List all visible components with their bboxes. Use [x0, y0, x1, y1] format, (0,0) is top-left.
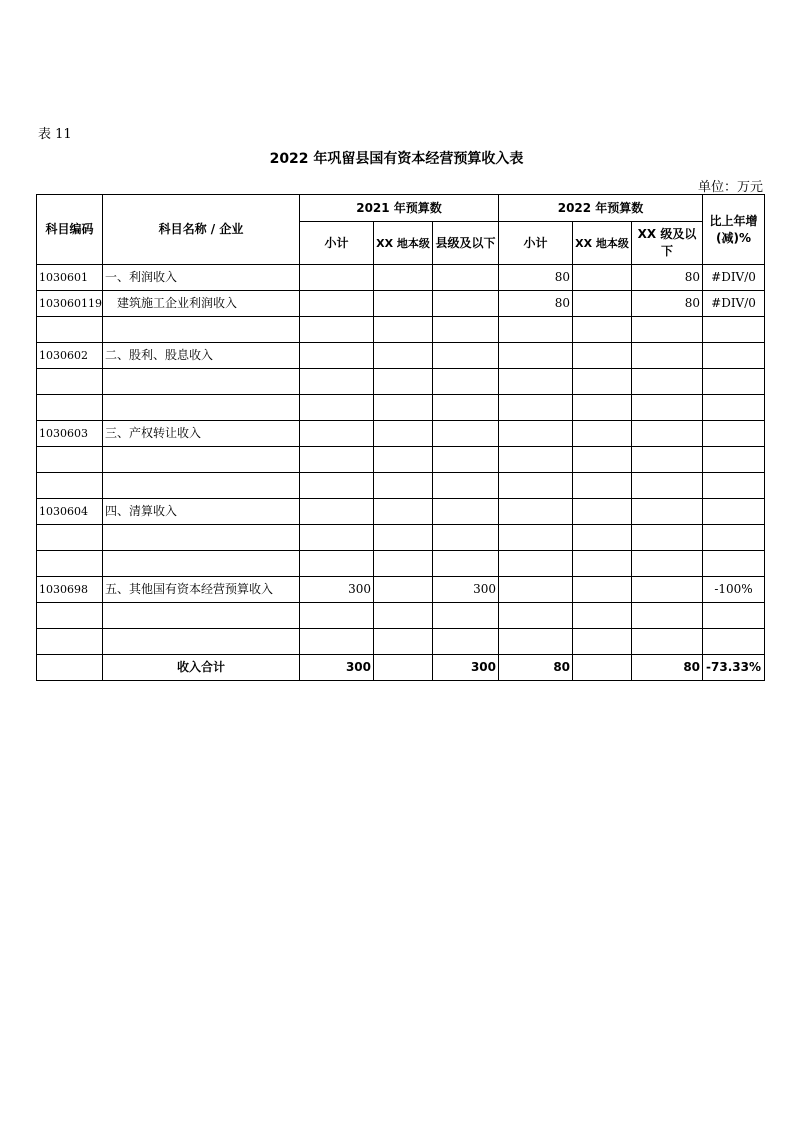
- row-subtotal-2022: [499, 577, 573, 603]
- row-county-2021: [433, 265, 499, 291]
- row-name: [103, 395, 300, 421]
- row-county-2021: [433, 291, 499, 317]
- total-local-2021: [374, 655, 433, 681]
- row-local-2022: [573, 447, 632, 473]
- row-subtotal-2021: [300, 499, 374, 525]
- header-code: 科目编码: [37, 195, 103, 265]
- row-name: [103, 317, 300, 343]
- row-local-2022: [573, 317, 632, 343]
- row-change: [703, 525, 765, 551]
- total-row: [37, 655, 765, 681]
- header-local-2021: XX 地本级: [374, 222, 433, 265]
- row-change: [703, 629, 765, 655]
- row-name: [103, 629, 300, 655]
- row-code: [37, 603, 103, 629]
- table-row: [37, 421, 765, 447]
- row-name: [103, 603, 300, 629]
- row-county-2021: [433, 395, 499, 421]
- row-change: #DIV/0: [703, 265, 765, 291]
- table-row: [37, 629, 765, 655]
- row-name: 五、其他国有资本经营预算收入: [103, 577, 300, 603]
- row-subtotal-2022: [499, 395, 573, 421]
- row-code: [37, 447, 103, 473]
- row-county-2021: [433, 447, 499, 473]
- row-subtotal-2022: [499, 603, 573, 629]
- row-local-2021: [374, 265, 433, 291]
- row-county-2021: [433, 473, 499, 499]
- table-row: [37, 551, 765, 577]
- row-county-2022: [632, 525, 703, 551]
- row-subtotal-2021: 300: [300, 577, 374, 603]
- row-code: [37, 473, 103, 499]
- row-county-2022: [632, 603, 703, 629]
- row-local-2022: [573, 603, 632, 629]
- row-local-2022: [573, 395, 632, 421]
- table-row: [37, 395, 765, 421]
- row-code: [37, 629, 103, 655]
- header-budget-2021: 2021 年预算数: [300, 195, 499, 222]
- row-county-2021: 300: [433, 577, 499, 603]
- row-county-2021: [433, 317, 499, 343]
- total-county-2021: 300: [433, 655, 499, 681]
- row-local-2021: [374, 499, 433, 525]
- header-subtotal-2022: 小计: [499, 222, 573, 265]
- row-subtotal-2022: [499, 473, 573, 499]
- table-row: [37, 447, 765, 473]
- row-change: [703, 395, 765, 421]
- row-subtotal-2021: [300, 447, 374, 473]
- header-county-2022: XX 级及以下: [632, 222, 703, 265]
- row-code: 103060119: [37, 291, 103, 317]
- row-subtotal-2021: [300, 629, 374, 655]
- table-row: [37, 291, 765, 317]
- header-local-2022: XX 地本级: [573, 222, 632, 265]
- row-subtotal-2021: [300, 265, 374, 291]
- row-subtotal-2021: [300, 603, 374, 629]
- row-subtotal-2021: [300, 369, 374, 395]
- row-county-2021: [433, 551, 499, 577]
- row-county-2022: [632, 369, 703, 395]
- row-county-2021: [433, 629, 499, 655]
- row-subtotal-2022: [499, 551, 573, 577]
- total-subtotal-2022: 80: [499, 655, 573, 681]
- total-local-2022: [573, 655, 632, 681]
- row-county-2021: [433, 525, 499, 551]
- row-subtotal-2021: [300, 551, 374, 577]
- row-subtotal-2022: [499, 343, 573, 369]
- budget-table: [36, 194, 765, 681]
- row-subtotal-2022: [499, 629, 573, 655]
- row-local-2021: [374, 473, 433, 499]
- row-subtotal-2021: [300, 395, 374, 421]
- row-name: 四、清算收入: [103, 499, 300, 525]
- row-change: [703, 447, 765, 473]
- row-local-2021: [374, 369, 433, 395]
- row-name: 建筑施工企业利润收入: [103, 291, 300, 317]
- row-county-2022: 80: [632, 291, 703, 317]
- row-local-2021: [374, 577, 433, 603]
- header-change: 比上年增(减)%: [703, 195, 765, 265]
- table-row: [37, 577, 765, 603]
- table-row: [37, 369, 765, 395]
- table-row: [37, 603, 765, 629]
- row-local-2022: [573, 473, 632, 499]
- row-county-2022: [632, 343, 703, 369]
- row-change: [703, 343, 765, 369]
- header-subtotal-2021: 小计: [300, 222, 374, 265]
- row-county-2022: [632, 473, 703, 499]
- row-local-2021: [374, 525, 433, 551]
- page-title: 2022 年巩留县国有资本经营预算收入表: [269, 151, 524, 167]
- table-number: 表 11: [38, 127, 72, 142]
- row-subtotal-2022: 80: [499, 291, 573, 317]
- row-local-2021: [374, 317, 433, 343]
- table-row: [37, 265, 765, 291]
- row-name: [103, 447, 300, 473]
- row-code: [37, 395, 103, 421]
- row-code: [37, 317, 103, 343]
- row-local-2021: [374, 291, 433, 317]
- row-subtotal-2021: [300, 525, 374, 551]
- row-code: 1030602: [37, 343, 103, 369]
- row-subtotal-2021: [300, 291, 374, 317]
- row-code: 1030698: [37, 577, 103, 603]
- row-county-2021: [433, 499, 499, 525]
- row-code: 1030601: [37, 265, 103, 291]
- row-local-2022: [573, 343, 632, 369]
- row-subtotal-2022: 80: [499, 265, 573, 291]
- row-local-2021: [374, 551, 433, 577]
- row-local-2022: [573, 525, 632, 551]
- table-row: [37, 525, 765, 551]
- row-local-2022: [573, 551, 632, 577]
- row-name: [103, 473, 300, 499]
- row-local-2021: [374, 447, 433, 473]
- row-subtotal-2022: [499, 447, 573, 473]
- row-subtotal-2022: [499, 317, 573, 343]
- row-county-2021: [433, 369, 499, 395]
- row-county-2022: [632, 421, 703, 447]
- total-subtotal-2021: 300: [300, 655, 374, 681]
- table-row: [37, 343, 765, 369]
- row-name: [103, 525, 300, 551]
- row-change: [703, 421, 765, 447]
- row-county-2022: 80: [632, 265, 703, 291]
- row-name: [103, 369, 300, 395]
- row-county-2021: [433, 343, 499, 369]
- row-local-2022: [573, 369, 632, 395]
- header-budget-2022: 2022 年预算数: [499, 195, 703, 222]
- unit-label: 单位：万元: [697, 180, 763, 195]
- header-county-2021: 县级及以下: [433, 222, 499, 265]
- row-county-2022: [632, 447, 703, 473]
- total-county-2022: 80: [632, 655, 703, 681]
- row-change: -100%: [703, 577, 765, 603]
- row-county-2022: [632, 317, 703, 343]
- row-change: #DIV/0: [703, 291, 765, 317]
- row-local-2022: [573, 291, 632, 317]
- row-name: 一、利润收入: [103, 265, 300, 291]
- table-row: [37, 317, 765, 343]
- row-local-2021: [374, 395, 433, 421]
- row-county-2022: [632, 551, 703, 577]
- total-label: 收入合计: [103, 655, 300, 681]
- table-row: [37, 499, 765, 525]
- row-subtotal-2021: [300, 473, 374, 499]
- row-local-2022: [573, 629, 632, 655]
- row-change: [703, 499, 765, 525]
- row-local-2021: [374, 603, 433, 629]
- row-subtotal-2022: [499, 369, 573, 395]
- row-subtotal-2022: [499, 421, 573, 447]
- header-name: 科目名称 / 企业: [103, 195, 300, 265]
- row-change: [703, 317, 765, 343]
- row-code: 1030603: [37, 421, 103, 447]
- row-local-2022: [573, 421, 632, 447]
- row-name: 三、产权转让收入: [103, 421, 300, 447]
- row-county-2021: [433, 603, 499, 629]
- row-county-2022: [632, 577, 703, 603]
- row-change: [703, 473, 765, 499]
- row-subtotal-2021: [300, 343, 374, 369]
- row-change: [703, 369, 765, 395]
- row-code: [37, 551, 103, 577]
- row-code: [37, 369, 103, 395]
- row-subtotal-2022: [499, 525, 573, 551]
- row-change: [703, 603, 765, 629]
- row-local-2022: [573, 577, 632, 603]
- row-county-2021: [433, 421, 499, 447]
- row-local-2021: [374, 629, 433, 655]
- row-county-2022: [632, 499, 703, 525]
- total-change: -73.33%: [703, 655, 765, 681]
- row-name: [103, 551, 300, 577]
- row-subtotal-2021: [300, 421, 374, 447]
- row-county-2022: [632, 629, 703, 655]
- row-local-2022: [573, 499, 632, 525]
- row-county-2022: [632, 395, 703, 421]
- row-code: 1030604: [37, 499, 103, 525]
- table-row: [37, 473, 765, 499]
- row-change: [703, 551, 765, 577]
- row-local-2021: [374, 421, 433, 447]
- row-subtotal-2021: [300, 317, 374, 343]
- row-local-2022: [573, 265, 632, 291]
- row-local-2021: [374, 343, 433, 369]
- total-code-cell: [37, 655, 103, 681]
- row-subtotal-2022: [499, 499, 573, 525]
- row-code: [37, 525, 103, 551]
- row-name: 二、股利、股息收入: [103, 343, 300, 369]
